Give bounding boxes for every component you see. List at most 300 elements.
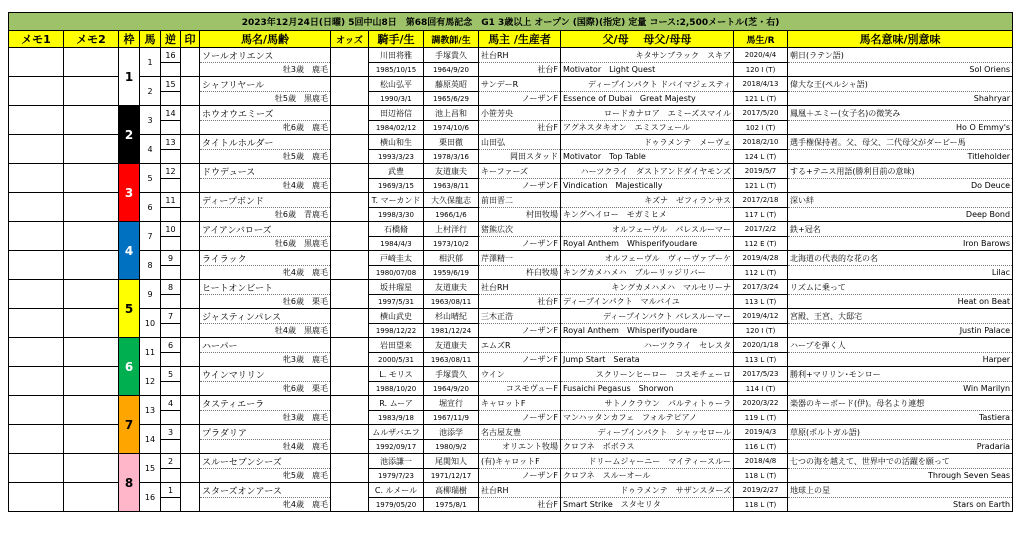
column-header-row	[9, 31, 1013, 48]
horse-age: 牡5歳 黒鹿毛	[200, 92, 331, 106]
dam-line: Motivator Top Table	[561, 150, 734, 164]
odds-cell[interactable]	[331, 164, 369, 193]
birth-date: 2019/5/7	[734, 164, 788, 179]
reverse-number-blank	[161, 411, 181, 425]
horse-age: 牡3歳 鹿毛	[200, 411, 331, 425]
owner-name: エムズR	[479, 338, 561, 353]
name-meaning-en: Heat on Beat	[788, 295, 1013, 309]
trainer-name: 尾関知人	[424, 454, 479, 469]
trainer-born: 1971/12/17	[424, 469, 479, 483]
memo1-cell[interactable]	[9, 396, 64, 425]
col-header-pedigree: 父/母 母父/母母	[561, 31, 734, 48]
name-meaning-en: Justin Palace	[788, 324, 1013, 338]
sire-line: サトノクラウン パルティトゥーラ	[561, 396, 734, 411]
horse-name: ウインマリリン	[200, 367, 331, 382]
race-entry-sheet	[8, 12, 1012, 512]
trainer-born: 1974/10/6	[424, 121, 479, 135]
jockey-born: 1988/10/20	[369, 382, 424, 396]
memo2-cell[interactable]	[64, 483, 119, 512]
breeder-name: ノーザンF	[479, 411, 561, 425]
col-header-owner: 馬主 /生産者	[479, 31, 561, 48]
dam-line: キングヘイロー モガミヒメ	[561, 208, 734, 222]
owner-name: 山田弘	[479, 135, 561, 150]
reverse-number-blank	[161, 440, 181, 454]
name-meaning: リズムに乗って	[788, 280, 1013, 295]
horse-row	[9, 193, 1013, 208]
dam-line: Motivator Light Quest	[561, 63, 734, 77]
birth-date: 2017/2/2	[734, 222, 788, 237]
birth-date: 2019/4/3	[734, 425, 788, 440]
trainer-born: 1973/10/2	[424, 237, 479, 251]
reverse-number: 5	[161, 367, 181, 382]
sire-line: ディープインパクト パレスルーマー	[561, 309, 734, 324]
breeder-name: ノーザンF	[479, 469, 561, 483]
reverse-number: 12	[161, 164, 181, 179]
memo1-cell[interactable]	[9, 367, 64, 396]
dam-line: クロフネ スルーオール	[561, 469, 734, 483]
reverse-number-blank	[161, 92, 181, 106]
horse-name: スターズオンアース	[200, 483, 331, 498]
waku-cell: 8	[119, 454, 140, 512]
mark-cell[interactable]	[181, 454, 200, 483]
owner-name: サンデーR	[479, 77, 561, 92]
memo1-cell[interactable]	[9, 338, 64, 367]
trainer-name: 藤原英昭	[424, 77, 479, 92]
horse-number: 13	[140, 396, 161, 425]
horse-name: タスティエーラ	[200, 396, 331, 411]
sire-line: ドゥラメンテ サザンスターズ	[561, 483, 734, 498]
horse-number: 6	[140, 193, 161, 222]
horse-row	[9, 106, 1013, 121]
birth-date: 2017/5/20	[734, 106, 788, 121]
col-header-name: 馬名/馬齢	[200, 31, 331, 48]
horse-age: 牝5歳 鹿毛	[200, 469, 331, 483]
jockey-born: 1979/7/23	[369, 469, 424, 483]
odds-cell[interactable]	[331, 367, 369, 396]
dam-line: マンハッタンカフェ フォルテピアノ	[561, 411, 734, 425]
odds-cell[interactable]	[331, 193, 369, 222]
owner-name: 社台RH	[479, 483, 561, 498]
trainer-born: 1978/3/16	[424, 150, 479, 164]
trainer-name: 池上昌和	[424, 106, 479, 121]
reverse-number: 2	[161, 454, 181, 469]
horse-row	[9, 135, 1013, 150]
horse-name: ホウオウエミーズ	[200, 106, 331, 121]
waku-cell: 2	[119, 106, 140, 164]
sire-line: ハーツクライ ダストアンドダイヤモンズ	[561, 164, 734, 179]
reverse-number: 9	[161, 251, 181, 266]
jockey-name: 横山武史	[369, 309, 424, 324]
sire-line: ディープインパクト ドバイマジェスティ	[561, 77, 734, 92]
name-meaning-en: Shahryar	[788, 92, 1013, 106]
rating: 121 L (T)	[734, 92, 788, 106]
memo1-cell[interactable]	[9, 280, 64, 309]
breeder-name: 社台F	[479, 498, 561, 512]
horse-number: 8	[140, 251, 161, 280]
name-meaning: 深い絆	[788, 193, 1013, 208]
mark-cell[interactable]	[181, 280, 200, 309]
horse-number: 4	[140, 135, 161, 164]
rating: 112 L (T)	[734, 266, 788, 280]
waku-cell: 5	[119, 280, 140, 338]
horse-name: ヒートオンビート	[200, 280, 331, 295]
trainer-born: 1980/9/2	[424, 440, 479, 454]
owner-name: キャロットF	[479, 396, 561, 411]
waku-cell: 3	[119, 164, 140, 222]
reverse-number-blank	[161, 353, 181, 367]
trainer-born: 1965/6/29	[424, 92, 479, 106]
odds-cell[interactable]	[331, 106, 369, 135]
col-header-birth: 馬生/R	[734, 31, 788, 48]
trainer-born: 1967/11/9	[424, 411, 479, 425]
rating: 116 L (T)	[734, 440, 788, 454]
col-header-uma: 馬	[140, 31, 161, 48]
mark-cell[interactable]	[181, 396, 200, 425]
horse-name: ハーパー	[200, 338, 331, 353]
reverse-number: 15	[161, 77, 181, 92]
mark-cell[interactable]	[181, 251, 200, 280]
horse-row	[9, 77, 1013, 92]
jockey-born: 1979/05/20	[369, 498, 424, 512]
name-meaning: する+テニス用語(勝利目前の意味)	[788, 164, 1013, 179]
horse-age: 牝3歳 鹿毛	[200, 353, 331, 367]
dam-line: Smart Strike スタセリタ	[561, 498, 734, 512]
sire-line: キングカメハメハ マルセリーナ	[561, 280, 734, 295]
jockey-born: 1985/10/15	[369, 63, 424, 77]
trainer-name: 池添学	[424, 425, 479, 440]
odds-cell[interactable]	[331, 483, 369, 512]
owner-name: 三木正浩	[479, 309, 561, 324]
horse-number: 12	[140, 367, 161, 396]
name-meaning: 鉄+冠名	[788, 222, 1013, 237]
jockey-born: 2000/5/31	[369, 353, 424, 367]
sire-line: キタサンブラック スキア	[561, 48, 734, 63]
jockey-name: 松山弘平	[369, 77, 424, 92]
jockey-born: 1980/07/08	[369, 266, 424, 280]
dam-line: Jump Start Serata	[561, 353, 734, 367]
trainer-name: 上村洋行	[424, 222, 479, 237]
name-meaning-en: Stars on Earth	[788, 498, 1013, 512]
memo1-cell[interactable]	[9, 48, 64, 77]
trainer-born: 1964/9/20	[424, 63, 479, 77]
memo1-cell[interactable]	[9, 77, 64, 106]
breeder-name: 村田牧場	[479, 208, 561, 222]
reverse-number: 16	[161, 48, 181, 63]
jockey-name: 川田将雅	[369, 48, 424, 63]
name-meaning: 宮殿、王宮、大邸宅	[788, 309, 1013, 324]
memo2-cell[interactable]	[64, 251, 119, 280]
mark-cell[interactable]	[181, 222, 200, 251]
name-meaning-en: Win Marilyn	[788, 382, 1013, 396]
horse-name: スルーセブンシーズ	[200, 454, 331, 469]
sire-line: ディープインパクト シャッセロール	[561, 425, 734, 440]
trainer-name: 高柳瑞樹	[424, 483, 479, 498]
memo1-cell[interactable]	[9, 483, 64, 512]
trainer-name: 堀宣行	[424, 396, 479, 411]
horse-name: タイトルホルダー	[200, 135, 331, 150]
col-header-mark: 印	[181, 31, 200, 48]
owner-name: 芹澤精一	[479, 251, 561, 266]
owner-name: キーファーズ	[479, 164, 561, 179]
horse-age: 牡5歳 鹿毛	[200, 150, 331, 164]
horse-age: 牡6歳 青鹿毛	[200, 208, 331, 222]
mark-cell[interactable]	[181, 425, 200, 454]
trainer-born: 1963/08/11	[424, 353, 479, 367]
owner-name: 名古屋友豊	[479, 425, 561, 440]
name-meaning: 鳳凰＋エミー(女子名)の微笑み	[788, 106, 1013, 121]
jockey-name: 坂井瑠星	[369, 280, 424, 295]
odds-cell[interactable]	[331, 77, 369, 106]
jockey-born: 1984/02/12	[369, 121, 424, 135]
mark-cell[interactable]	[181, 77, 200, 106]
jockey-name: 戸崎圭太	[369, 251, 424, 266]
rating: 118 L (T)	[734, 469, 788, 483]
owner-name: 前田晋二	[479, 193, 561, 208]
horse-age: 牡3歳 鹿毛	[200, 63, 331, 77]
col-header-gyaku: 逆	[161, 31, 181, 48]
name-meaning: 草原(ポルトガル語)	[788, 425, 1013, 440]
breeder-name: ノーザンF	[479, 179, 561, 193]
memo1-cell[interactable]	[9, 251, 64, 280]
odds-cell[interactable]	[331, 425, 369, 454]
jockey-name: 武豊	[369, 164, 424, 179]
trainer-born: 1981/12/24	[424, 324, 479, 338]
memo2-cell[interactable]	[64, 77, 119, 106]
name-meaning-en: Tastiera	[788, 411, 1013, 425]
reverse-number-blank	[161, 498, 181, 512]
horse-name: ライラック	[200, 251, 331, 266]
birth-date: 2018/4/13	[734, 77, 788, 92]
breeder-name: 社台F	[479, 295, 561, 309]
horse-age: 牡6歳 栗毛	[200, 295, 331, 309]
mark-cell[interactable]	[181, 135, 200, 164]
race-header: 2023年12月24日(日曜) 5回中山8日 第68回有馬記念 G1 3歳以上 オープン (国際)(指定) 定量 コース:2,500メートル(芝・右)	[9, 13, 1013, 31]
name-meaning-en: Ho O Emmy's	[788, 121, 1013, 135]
trainer-born: 1966/1/6	[424, 208, 479, 222]
horse-row	[9, 48, 1013, 63]
jockey-born: 1992/09/17	[369, 440, 424, 454]
name-meaning-en: Harper	[788, 353, 1013, 367]
horse-row	[9, 309, 1013, 324]
horse-row	[9, 396, 1013, 411]
memo1-cell[interactable]	[9, 309, 64, 338]
memo2-cell[interactable]	[64, 106, 119, 135]
col-header-jockey: 騎手/生	[369, 31, 424, 48]
reverse-number: 3	[161, 425, 181, 440]
memo2-cell[interactable]	[64, 425, 119, 454]
breeder-name: 社台F	[479, 63, 561, 77]
memo2-cell[interactable]	[64, 454, 119, 483]
name-meaning: 楽器のキーボード(伊)。母名より連想	[788, 396, 1013, 411]
reverse-number: 10	[161, 222, 181, 237]
breeder-name: ノーザンF	[479, 353, 561, 367]
name-meaning: 七つの海を越えて、世界中での活躍を願って	[788, 454, 1013, 469]
trainer-name: 友道康夫	[424, 338, 479, 353]
odds-cell[interactable]	[331, 222, 369, 251]
trainer-name: 栗田徹	[424, 135, 479, 150]
dam-line: Royal Anthem Whisperifyoudare	[561, 237, 734, 251]
reverse-number-blank	[161, 63, 181, 77]
col-header-meaning: 馬名意味/別意味	[788, 31, 1013, 48]
memo1-cell[interactable]	[9, 222, 64, 251]
memo2-cell[interactable]	[64, 193, 119, 222]
memo2-cell[interactable]	[64, 135, 119, 164]
horse-age: 牡4歳 黒鹿毛	[200, 324, 331, 338]
sire-line: ロードカナロア エミーズスマイル	[561, 106, 734, 121]
memo2-cell[interactable]	[64, 309, 119, 338]
memo1-cell[interactable]	[9, 193, 64, 222]
breeder-name: ノーザンF	[479, 92, 561, 106]
dam-line: ディープインパクト マルバイユ	[561, 295, 734, 309]
jockey-born: 1998/3/30	[369, 208, 424, 222]
jockey-born: 1983/9/18	[369, 411, 424, 425]
sire-line: オルフェーヴル パレスルーマー	[561, 222, 734, 237]
horse-name: ディープボンド	[200, 193, 331, 208]
horse-row	[9, 280, 1013, 295]
name-meaning: ハープを弾く人	[788, 338, 1013, 353]
name-meaning-en: Sol Oriens	[788, 63, 1013, 77]
odds-cell[interactable]	[331, 454, 369, 483]
name-meaning-en: Do Deuce	[788, 179, 1013, 193]
reverse-number-blank	[161, 469, 181, 483]
jockey-born: 1997/5/31	[369, 295, 424, 309]
jockey-name: 石橋脩	[369, 222, 424, 237]
memo2-cell[interactable]	[64, 280, 119, 309]
jockey-name: 岩田望来	[369, 338, 424, 353]
dam-line: キングカメハメハ ブルーリッジリバー	[561, 266, 734, 280]
reverse-number: 14	[161, 106, 181, 121]
horse-age: 牡4歳 鹿毛	[200, 179, 331, 193]
memo2-cell[interactable]	[64, 367, 119, 396]
mark-cell[interactable]	[181, 338, 200, 367]
owner-name: (有)キャロットF	[479, 454, 561, 469]
memo1-cell[interactable]	[9, 106, 64, 135]
waku-cell: 1	[119, 48, 140, 106]
birth-date: 2019/2/27	[734, 483, 788, 498]
reverse-number-blank	[161, 208, 181, 222]
horse-age: 牝6歳 鹿毛	[200, 121, 331, 135]
horse-age: 牝4歳 鹿毛	[200, 266, 331, 280]
reverse-number: 8	[161, 280, 181, 295]
mark-cell[interactable]	[181, 367, 200, 396]
memo2-cell[interactable]	[64, 338, 119, 367]
memo2-cell[interactable]	[64, 396, 119, 425]
odds-cell[interactable]	[331, 135, 369, 164]
mark-cell[interactable]	[181, 483, 200, 512]
odds-cell[interactable]	[331, 280, 369, 309]
odds-cell[interactable]	[331, 48, 369, 77]
trainer-name: 相沢郁	[424, 251, 479, 266]
odds-cell[interactable]	[331, 396, 369, 425]
name-meaning: 勝利+マリリン･モンロー	[788, 367, 1013, 382]
name-meaning-en: Iron Barows	[788, 237, 1013, 251]
memo1-cell[interactable]	[9, 425, 64, 454]
rating: 113 L (T)	[734, 353, 788, 367]
breeder-name: 杵臼牧場	[479, 266, 561, 280]
mark-cell[interactable]	[181, 164, 200, 193]
jockey-born: 1990/3/1	[369, 92, 424, 106]
col-header-waku: 枠	[119, 31, 140, 48]
odds-cell[interactable]	[331, 338, 369, 367]
reverse-number-blank	[161, 324, 181, 338]
rating: 118 L (T)	[734, 498, 788, 512]
rating: 124 L (T)	[734, 150, 788, 164]
breeder-name: オリエント牧場	[479, 440, 561, 454]
sire-line: ドリームジャーニー マイティースルー	[561, 454, 734, 469]
trainer-born: 1963/08/11	[424, 295, 479, 309]
horse-number: 1	[140, 48, 161, 77]
reverse-number-blank	[161, 382, 181, 396]
dam-line: アグネスタキオン エミスフェール	[561, 121, 734, 135]
breeder-name: 社台F	[479, 121, 561, 135]
name-meaning: 偉大な王(ペルシャ語)	[788, 77, 1013, 92]
jockey-born: 1993/3/23	[369, 150, 424, 164]
jockey-born: 1984/4/3	[369, 237, 424, 251]
memo2-cell[interactable]	[64, 222, 119, 251]
owner-name: 猪熊広次	[479, 222, 561, 237]
trainer-born: 1964/9/20	[424, 382, 479, 396]
col-header-odds: オッズ	[331, 31, 369, 48]
horse-age: 牝4歳 鹿毛	[200, 498, 331, 512]
birth-date: 2018/4/8	[734, 454, 788, 469]
birth-date: 2017/5/23	[734, 367, 788, 382]
name-meaning: 選手権保持者。父、母父、二代母父がダービー馬	[788, 135, 1013, 150]
jockey-name: 池添謙一	[369, 454, 424, 469]
mark-cell[interactable]	[181, 193, 200, 222]
name-meaning-en: Pradaria	[788, 440, 1013, 454]
horse-age: 牡6歳 黒鹿毛	[200, 237, 331, 251]
horse-number: 7	[140, 222, 161, 251]
col-header-trainer: 調教師/生	[424, 31, 479, 48]
odds-cell[interactable]	[331, 309, 369, 338]
trainer-born: 1963/8/11	[424, 179, 479, 193]
memo1-cell[interactable]	[9, 135, 64, 164]
dam-line: クロフネ ボボラス	[561, 440, 734, 454]
mark-cell[interactable]	[181, 48, 200, 77]
birth-date: 2020/3/22	[734, 396, 788, 411]
trainer-born: 1975/8/1	[424, 498, 479, 512]
horse-row	[9, 454, 1013, 469]
memo2-cell[interactable]	[64, 48, 119, 77]
jockey-name: 横山和生	[369, 135, 424, 150]
birth-date: 2019/4/28	[734, 251, 788, 266]
memo1-cell[interactable]	[9, 164, 64, 193]
horse-name: プラダリア	[200, 425, 331, 440]
jockey-name: 田辺裕信	[369, 106, 424, 121]
mark-cell[interactable]	[181, 106, 200, 135]
memo1-cell[interactable]	[9, 454, 64, 483]
jockey-born: 1969/3/15	[369, 179, 424, 193]
horse-age: 牝6歳 栗毛	[200, 382, 331, 396]
horse-row	[9, 251, 1013, 266]
owner-name: 社台RH	[479, 48, 561, 63]
mark-cell[interactable]	[181, 309, 200, 338]
reverse-number-blank	[161, 121, 181, 135]
reverse-number-blank	[161, 179, 181, 193]
jockey-born: 1998/12/22	[369, 324, 424, 338]
odds-cell[interactable]	[331, 251, 369, 280]
birth-date: 2019/4/12	[734, 309, 788, 324]
horse-number: 14	[140, 425, 161, 454]
trainer-name: 友道康夫	[424, 280, 479, 295]
rating: 114 I (T)	[734, 382, 788, 396]
rating: 120 I (T)	[734, 63, 788, 77]
rating: 117 L (T)	[734, 208, 788, 222]
breeder-name: ノーザンF	[479, 237, 561, 251]
reverse-number: 4	[161, 396, 181, 411]
memo2-cell[interactable]	[64, 164, 119, 193]
trainer-name: 手塚貴久	[424, 367, 479, 382]
